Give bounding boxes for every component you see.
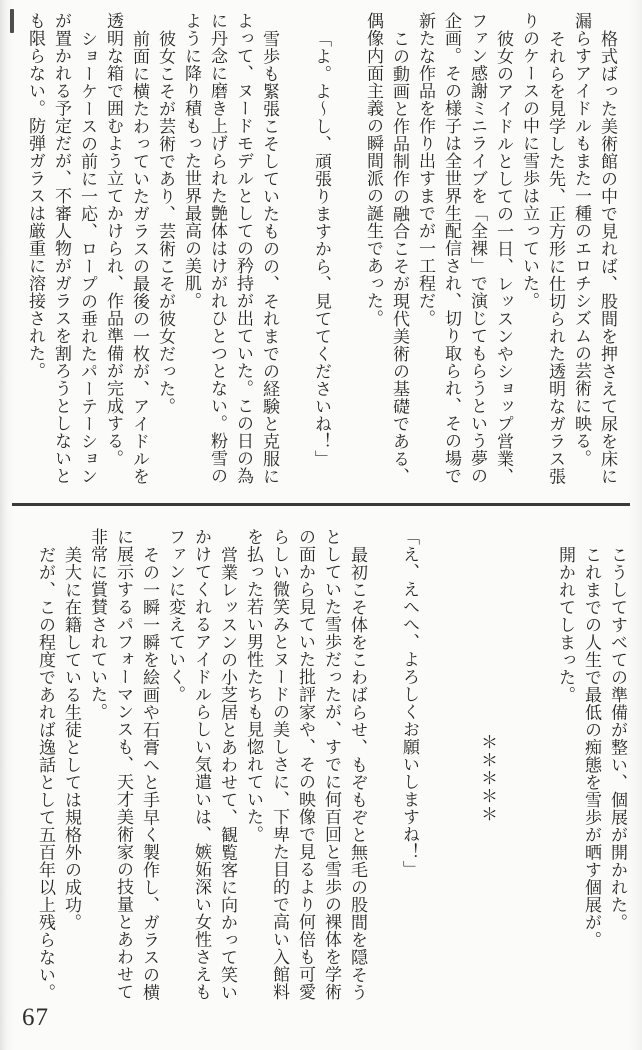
text-column: の面から見ていた批評家や、その映像で見るより何倍も可愛 xyxy=(296,528,315,1001)
text-column: 前面に横たわっていたガラスの最後の一枚が、アイドルを xyxy=(130,29,149,485)
text-column: 「よ。よ〜し、頑張りますから、見ててくださいね！」 xyxy=(312,29,331,467)
text-column: 彼女のアイドルとしての一日、レッスンやショップ営業、 xyxy=(494,29,513,485)
text-column: ファンに変えていく。 xyxy=(166,528,185,703)
top-text-block xyxy=(14,12,620,494)
text-column: かけてくれるアイドルらしい気遣いは、嫉妬深い女性さえも xyxy=(192,528,211,1001)
text-column: 雪歩も緊張こそしていたものの、それまでの経験と克服に xyxy=(260,29,279,485)
text-column: ファン感謝ミニライブを「全裸」で演じてもらうという夢の xyxy=(468,12,487,485)
text-column: に展示するパフォーマンスも、天才美術家の技量とあわせて xyxy=(114,528,133,1001)
text-column: この動画と作品制作の融合こそが現代美術の基礎である、 xyxy=(390,29,409,485)
text-column: も限らない。防弾ガラスは厳重に溶接された。 xyxy=(26,12,45,380)
text-column: 透明な箱で囲むよう立てかけられ、作品準備が完成する。 xyxy=(104,12,123,467)
text-column: としていた雪歩だったが、すでに何百回と雪歩の裸体を学術 xyxy=(322,528,341,1001)
text-column: これまでの人生で最低の痴態を雪歩が晒す個展が。 xyxy=(582,545,601,948)
text-column: よって、ヌードモデルとしての矜持が出ていた。この日の為 xyxy=(234,12,253,485)
bottom-text-block xyxy=(24,528,630,1022)
text-column: りのケースの中に雪歩は立っていた。 xyxy=(520,12,539,310)
text-column: が置かれる予定だが、不審人物がガラスを割ろうとしないと xyxy=(52,12,71,485)
text-column: 美大に在籍している生徒としては規格外の成功。 xyxy=(62,545,81,931)
text-column: に丹念に磨き上げられた艶体はけがれひとつとない。粉雪の xyxy=(208,12,227,485)
text-column: その一瞬一瞬を絵画や石膏へと手早く製作し、ガラスの横 xyxy=(140,545,159,1001)
text-column: 営業レッスンの小芝居とあわせて、観覧客に向かって笑い xyxy=(218,545,237,1001)
text-column: こうしてすべての準備が整い、個展が開かれた。 xyxy=(608,545,627,931)
text-column: ショーケースの前に一応、ロープの垂れたパーテーション xyxy=(78,29,97,485)
text-column: 格式ばった美術館の中で見れば、股間を押さえて尿を床に xyxy=(598,29,617,485)
text-column: 新たな作品を作り出すまでが一工程だ。 xyxy=(416,12,435,327)
text-column: 非常に賞賛されていた。 xyxy=(88,528,107,721)
text-column: ように降り積もった世界最高の美肌。 xyxy=(182,12,201,310)
text-column: 彼女こそが芸術であり、芸術こそが彼女だった。 xyxy=(156,29,175,415)
text-column: 最初こそ体をこわばらせ、もぞもぞと無毛の股間を隠そう xyxy=(348,545,367,1001)
text-column: 漏らすアイドルもまた一種のエロチシズムの芸術に映る。 xyxy=(572,12,591,467)
section-divider xyxy=(12,503,630,506)
text-column: 「え、えへへ、よろしくお願いしますね！」 xyxy=(400,528,419,878)
text-column: 企画。その様子は全世界生配信され、切り取られ、その場で xyxy=(442,12,461,485)
text-column: を払った若い男性たちも見惚れていた。 xyxy=(244,528,263,843)
text-column: らしい微笑みとヌードの美しさに、下卑た目的で高い入館料 xyxy=(270,528,289,1001)
text-column: 開かれてしまった。 xyxy=(556,545,575,703)
text-column: だが、この程度であれば逸話として五百年以上残らない。 xyxy=(36,545,55,1001)
page-number: 67 xyxy=(22,1004,49,1031)
scene-break-asterisks: ＊＊＊＊＊ xyxy=(478,733,497,823)
text-column: 偶像内面主義の瞬間派の誕生であった。 xyxy=(364,12,383,327)
text-column: それらを見学した先、正方形に仕切られた透明なガラス張 xyxy=(546,29,565,485)
